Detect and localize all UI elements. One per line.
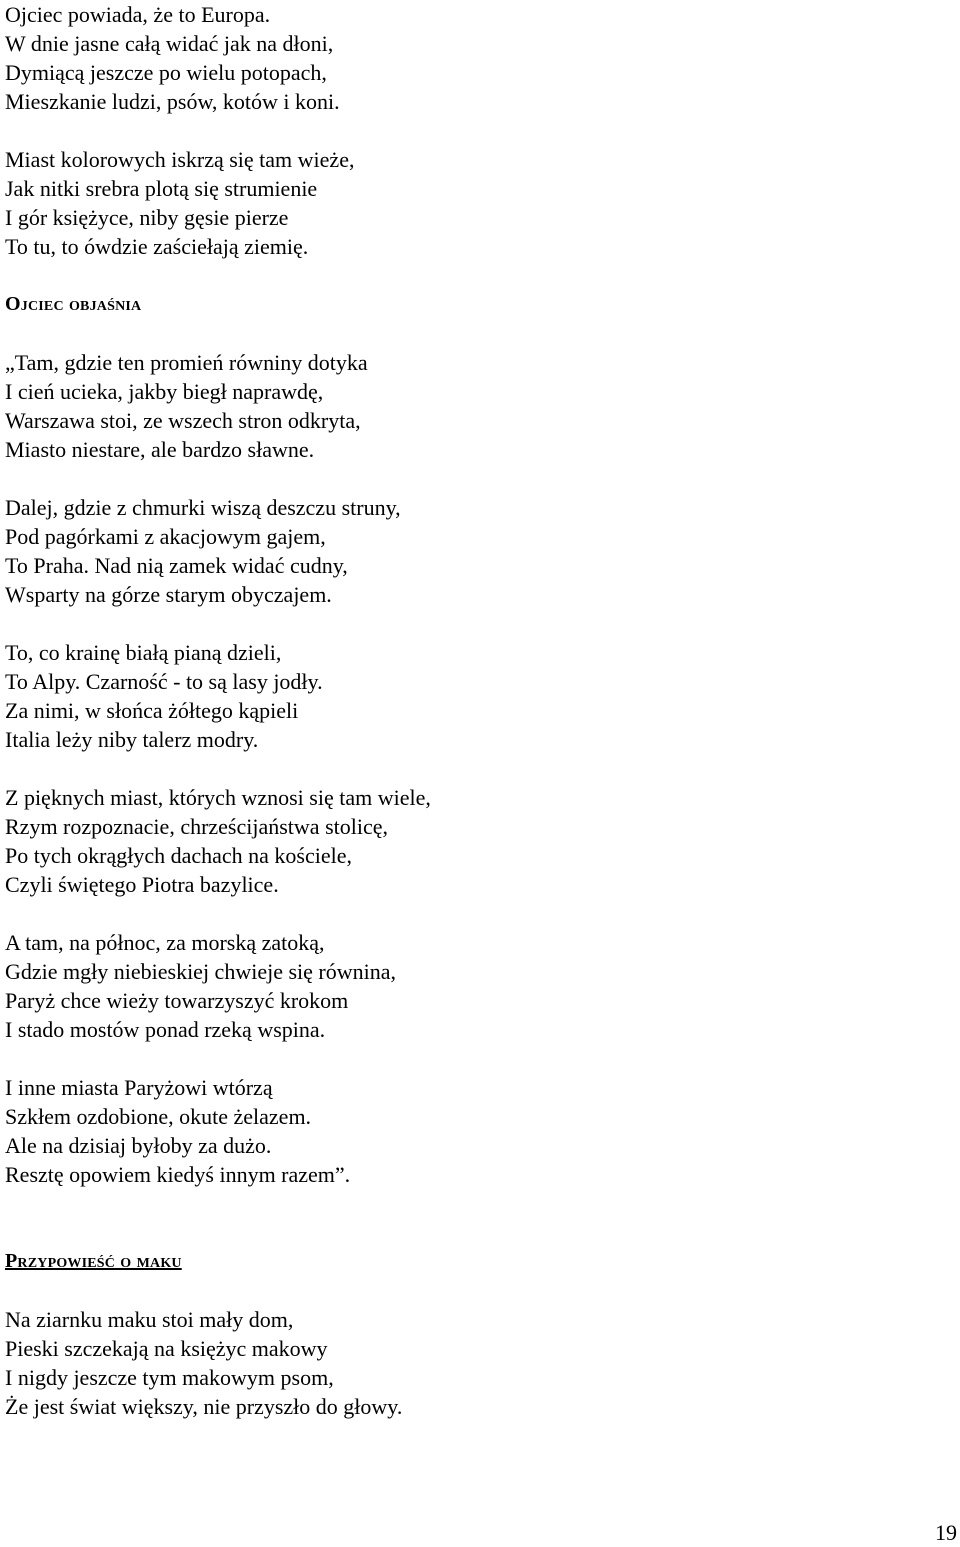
stanza-gap — [5, 754, 945, 783]
verse-line: I inne miasta Paryżowi wtórzą — [5, 1075, 273, 1100]
stanza — [5, 1305, 945, 1421]
verse-line: To Alpy. Czarność - to są lasy jodły. — [5, 669, 323, 694]
stanza — [5, 783, 945, 899]
verse-line: I stado mostów ponad rzeką wspina. — [5, 1017, 326, 1042]
stanza-gap — [5, 116, 945, 145]
verse-line: Szkłem ozdobione, okute żelazem. — [5, 1104, 312, 1129]
stanza — [5, 493, 945, 609]
stanza — [5, 638, 945, 754]
verse-line: Czyli świętego Piotra bazylice. — [5, 872, 279, 897]
stanza-gap — [5, 1276, 945, 1305]
verse-line: Resztę opowiem kiedyś innym razem”. — [5, 1162, 351, 1187]
verse-line: Italia leży niby talerz modry. — [5, 727, 259, 752]
stanza — [5, 0, 945, 116]
verse-line: Dalej, gdzie z chmurki wiszą deszczu struny, — [5, 495, 401, 520]
verse-line: Ale na dzisiaj byłoby za dużo. — [5, 1133, 272, 1158]
stanza-gap — [5, 261, 945, 290]
verse-line: Gdzie mgły niebieskiej chwieje się równina, — [5, 959, 396, 984]
verse-line: Jak nitki srebra plotą się strumienie — [5, 176, 318, 201]
stanza — [5, 1073, 945, 1189]
stanza-gap — [5, 609, 945, 638]
verse-line: Po tych okrągłych dachach na kościele, — [5, 843, 352, 868]
stanza — [5, 145, 945, 261]
stanza — [5, 928, 945, 1044]
verse-line: Z pięknych miast, których wznosi się tam wiele, — [5, 785, 431, 810]
verse-line: Warszawa stoi, ze wszech stron odkryta, — [5, 408, 361, 433]
verse-line: Rzym rozpoznacie, chrześcijaństwa stolicę, — [5, 814, 389, 839]
stanza — [5, 348, 945, 464]
verse-line: To tu, to ówdzie zaściełają ziemię. — [5, 234, 309, 259]
verse-line: I nigdy jeszcze tym makowym psom, — [5, 1365, 334, 1390]
section-heading: Przypowieść o maku — [5, 1250, 182, 1272]
stanza-gap — [5, 899, 945, 928]
verse-line: Pieski szczekają na księżyc makowy — [5, 1336, 328, 1361]
verse-line: Mieszkanie ludzi, psów, kotów i koni. — [5, 89, 340, 114]
verse-line: I gór księżyce, niby gęsie pierze — [5, 205, 289, 230]
page-number: 19 — [935, 1520, 957, 1545]
verse-line: I cień ucieka, jakby biegł naprawdę, — [5, 379, 324, 404]
poem-page — [5, 0, 945, 1421]
verse-line: W dnie jasne całą widać jak na dłoni, — [5, 31, 334, 56]
stanza-gap — [5, 1044, 945, 1073]
verse-line: A tam, na północ, za morską zatoką, — [5, 930, 325, 955]
verse-line: Pod pagórkami z akacjowym gajem, — [5, 524, 326, 549]
verse-line: Paryż chce wieży towarzyszyć krokom — [5, 988, 349, 1013]
verse-line: To, co krainę białą pianą dzieli, — [5, 640, 282, 665]
verse-line: Za nimi, w słońca żółtego kąpieli — [5, 698, 299, 723]
verse-line: Że jest świat większy, nie przyszło do głowy. — [5, 1394, 403, 1419]
verse-line: Miasto niestare, ale bardzo sławne. — [5, 437, 315, 462]
stanza-gap — [5, 464, 945, 493]
stanza-gap — [5, 319, 945, 348]
verse-line: To Praha. Nad nią zamek widać cudny, — [5, 553, 348, 578]
verse-line: Wsparty na górze starym obyczajem. — [5, 582, 332, 607]
verse-line: Miast kolorowych iskrzą się tam wieże, — [5, 147, 355, 172]
verse-line: Ojciec powiada, że to Europa. — [5, 2, 271, 27]
verse-line: Dymiącą jeszcze po wielu potopach, — [5, 60, 327, 85]
stanza-gap — [5, 1218, 945, 1247]
section-heading: Ojciec objaśnia — [5, 293, 142, 315]
verse-line: Na ziarnku maku stoi mały dom, — [5, 1307, 294, 1332]
verse-line: „Tam, gdzie ten promień równiny dotyka — [5, 350, 368, 375]
stanza-gap — [5, 1189, 945, 1218]
